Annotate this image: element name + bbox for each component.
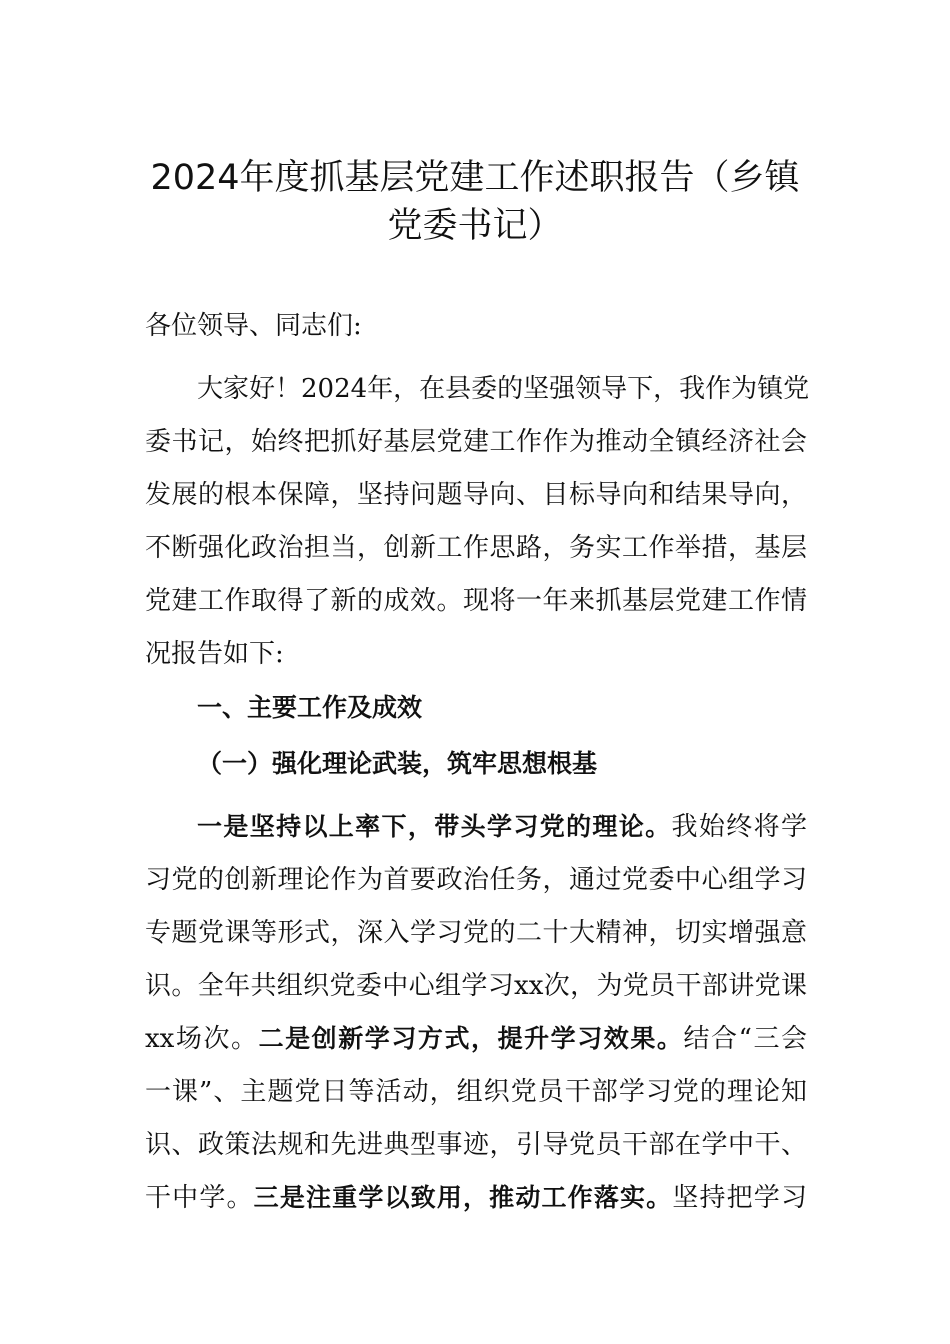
intro-line: 发展的根本保障，坚持问题导向、目标导向和结果导向， bbox=[145, 480, 807, 510]
intro-line: 不断强化政治担当，创新工作思路，务实工作举措，基层 bbox=[145, 533, 807, 563]
intro-line: 况报告如下: bbox=[145, 639, 284, 669]
section-heading: 一、主要工作及成效 bbox=[197, 693, 423, 722]
body-line bbox=[145, 1177, 807, 1214]
body-text: 我始终将学 bbox=[671, 812, 807, 842]
body-line bbox=[197, 806, 807, 843]
body-text: xx场次。 bbox=[145, 1024, 259, 1054]
intro-line: 委书记，始终把抓好基层党建工作作为推动全镇经济社会 bbox=[145, 427, 807, 457]
intro-line: 党建工作取得了新的成效。现将一年来抓基层党建工作情 bbox=[145, 586, 807, 616]
body-line: 习党的创新理论作为首要政治任务，通过党委中心组学习 bbox=[145, 865, 807, 895]
body-line: 专题党课等形式，深入学习党的二十大精神，切实增强意 bbox=[145, 918, 807, 948]
document-title-line2: 党委书记） bbox=[387, 206, 563, 246]
document-title-line1: 2024年度抓基层党建工作述职报告（乡镇 bbox=[150, 158, 800, 198]
body-text: 干中学。 bbox=[145, 1183, 254, 1213]
body-line: 识。全年共组织党委中心组学习xx次，为党员干部讲党课 bbox=[145, 971, 807, 1001]
body-bold-phrase: 一是坚持以上率下，带头学习党的理论。 bbox=[197, 812, 672, 841]
body-text: 结合“三会 bbox=[683, 1024, 808, 1054]
salutation: 各位领导、同志们: bbox=[145, 311, 362, 341]
body-line bbox=[145, 1018, 807, 1055]
subsection-heading: （一）强化理论武装，筑牢思想根基 bbox=[197, 749, 598, 778]
body-bold-phrase: 三是注重学以致用，推动工作落实。 bbox=[253, 1183, 673, 1212]
body-text: 坚持把学习 bbox=[672, 1183, 807, 1213]
body-line: 识、政策法规和先进典型事迹，引导党员干部在学中干、 bbox=[145, 1130, 807, 1160]
intro-line: 大家好！2024年，在县委的坚强领导下，我作为镇党 bbox=[197, 374, 810, 404]
body-line: 一课”、主题党日等活动，组织党员干部学习党的理论知 bbox=[145, 1077, 807, 1107]
body-bold-phrase: 二是创新学习方式，提升学习效果。 bbox=[258, 1024, 684, 1053]
